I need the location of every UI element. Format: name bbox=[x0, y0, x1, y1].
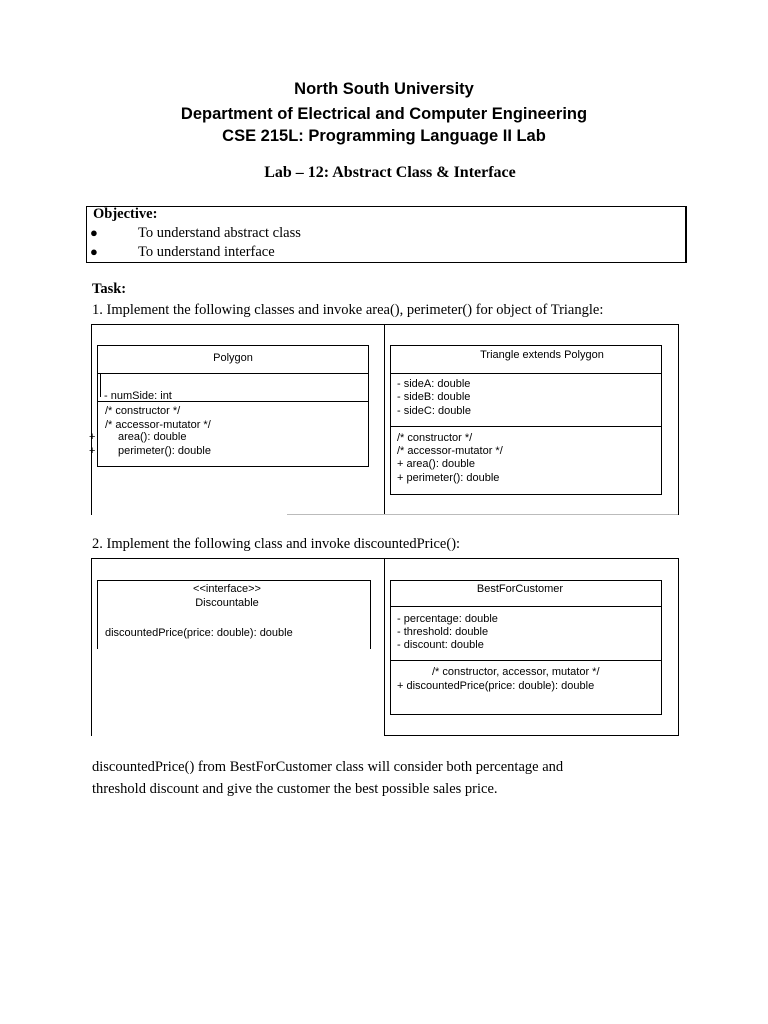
polygon-method: /* accessor-mutator */ bbox=[105, 419, 211, 431]
discountable-method: discountedPrice(price: double): double bbox=[105, 627, 293, 639]
bestforcustomer-method: + discountedPrice(price: double): double bbox=[397, 680, 595, 692]
task-heading: Task: bbox=[92, 281, 127, 297]
plus-icon: + bbox=[89, 431, 96, 443]
polygon-method: perimeter(): double bbox=[118, 445, 211, 457]
bullet-icon: ● bbox=[90, 244, 98, 259]
department-name: Department of Electrical and Computer Engineering bbox=[180, 105, 588, 123]
note-line-1: discountedPrice() from BestForCustomer class will consider both percentage and bbox=[92, 759, 564, 775]
plus-icon: + bbox=[89, 445, 96, 457]
triangle-attribute: - sideA: double bbox=[397, 378, 471, 390]
discountable-name: Discountable bbox=[195, 597, 259, 609]
triangle-method: /* accessor-mutator */ bbox=[397, 445, 503, 457]
bestforcustomer-attribute: - percentage: double bbox=[397, 613, 498, 625]
objective-item-abstract: To understand abstract class bbox=[138, 225, 301, 241]
triangle-method: /* constructor */ bbox=[397, 432, 473, 444]
course-title: CSE 215L: Programming Language II Lab bbox=[222, 127, 546, 145]
polygon-attribute: - numSide: int bbox=[104, 390, 172, 402]
bestforcustomer-attribute: - threshold: double bbox=[397, 626, 489, 638]
bullet-icon: ● bbox=[90, 225, 98, 240]
discountable-stereotype: <<interface>> bbox=[193, 583, 261, 595]
triangle-attribute: - sideB: double bbox=[397, 391, 471, 403]
note-line-2: threshold discount and give the customer the best possible sales price. bbox=[92, 781, 498, 797]
task-1-text: 1. Implement the following classes and invoke area(), perimeter() for object of Triangle: bbox=[92, 302, 604, 318]
bestforcustomer-class-name: BestForCustomer bbox=[476, 583, 564, 595]
triangle-attribute: - sideC: double bbox=[397, 405, 471, 417]
diagram-2-bottom bbox=[384, 735, 678, 736]
triangle-method: + area(): double bbox=[397, 458, 475, 470]
bestforcustomer-attribute: - discount: double bbox=[397, 639, 484, 651]
task-2-text: 2. Implement the following class and invoke discountedPrice(): bbox=[92, 536, 461, 552]
objective-heading: Objective: bbox=[93, 206, 158, 222]
bestforcustomer-method: /* constructor, accessor, mutator */ bbox=[432, 666, 600, 678]
polygon-class-name: Polygon bbox=[213, 352, 253, 364]
lab-title: Lab – 12: Abstract Class & Interface bbox=[264, 164, 516, 181]
diagram-1-divider bbox=[384, 324, 385, 514]
triangle-class-name: Triangle extends Polygon bbox=[480, 349, 604, 361]
diagram-2-divider bbox=[384, 558, 385, 735]
objective-item-interface: To understand interface bbox=[138, 244, 275, 260]
diagram-1-bottom bbox=[287, 514, 678, 515]
polygon-method: area(): double bbox=[118, 431, 187, 443]
triangle-method: + perimeter(): double bbox=[397, 472, 500, 484]
university-name: North South University bbox=[294, 80, 474, 98]
polygon-method: /* constructor */ bbox=[105, 405, 181, 417]
